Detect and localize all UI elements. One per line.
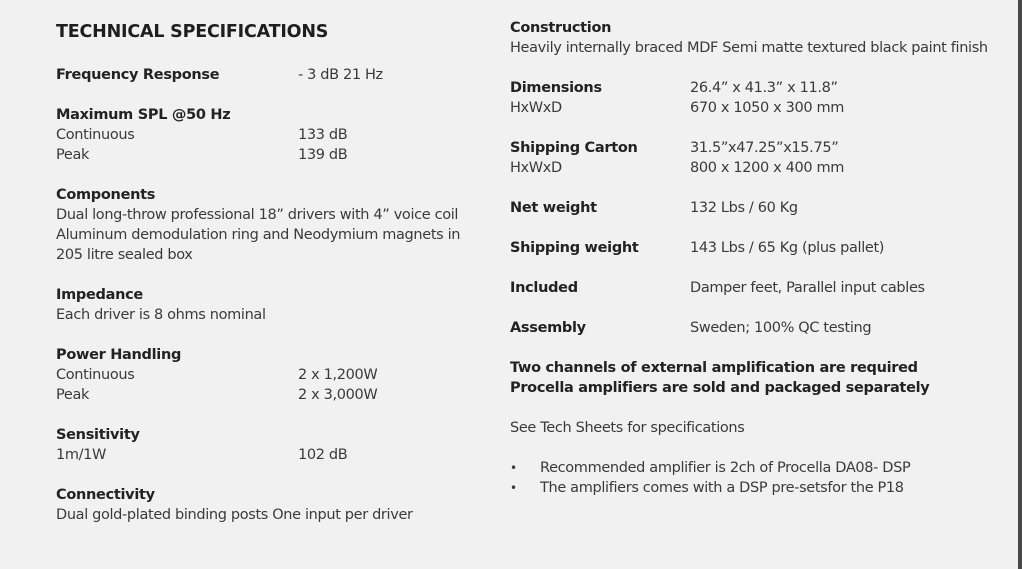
- power-label: Power Handling: [56, 347, 182, 363]
- sensitivity-label: Sensitivity: [56, 427, 140, 443]
- spl-continuous-label: Continuous: [56, 127, 135, 143]
- shipping-carton-value-1: 31.5”x47.25”x15.75”: [690, 140, 839, 156]
- spl-peak-label: Peak: [56, 147, 90, 163]
- dimensions-label: Dimensions: [510, 80, 602, 96]
- dimensions-sub: HxWxD: [510, 100, 562, 116]
- power-continuous-value: 2 x 1,200W: [298, 367, 378, 383]
- connectivity-label: Connectivity: [56, 487, 155, 503]
- dimensions-value-2: 670 x 1050 x 300 mm: [690, 100, 845, 116]
- connectivity-value: Dual gold-plated binding posts One input per driver: [56, 507, 413, 523]
- sensitivity-value: 102 dB: [298, 447, 348, 463]
- included-value: Damper feet, Parallel input cables: [690, 280, 925, 296]
- construction-label: Construction: [510, 20, 612, 36]
- construction-value: Heavily internally braced MDF Semi matte textured black paint finish: [510, 40, 988, 56]
- list-item: The amplifiers comes with a DSP pre-setsfor the P18: [540, 480, 904, 496]
- shipping-weight-value: 143 Lbs / 65 Kg (plus pallet): [690, 240, 885, 256]
- power-peak-value: 2 x 3,000W: [298, 387, 378, 403]
- shipping-carton-label: Shipping Carton: [510, 140, 638, 156]
- impedance-value: Each driver is 8 ohms nominal: [56, 307, 266, 323]
- included-label: Included: [510, 280, 578, 296]
- assembly-value: Sweden; 100% QC testing: [690, 320, 872, 336]
- components-line-3: 205 litre sealed box: [56, 247, 193, 263]
- power-peak-label: Peak: [56, 387, 90, 403]
- amplification-notice-1: Two channels of external amplification are required: [510, 360, 918, 376]
- spl-label: Maximum SPL @50 Hz: [56, 107, 231, 123]
- power-continuous-label: Continuous: [56, 367, 135, 383]
- edge-strip: [1018, 0, 1022, 569]
- assembly-label: Assembly: [510, 320, 586, 336]
- components-line-1: Dual long-throw professional 18” drivers with 4” voice coil: [56, 207, 459, 223]
- spl-peak-value: 139 dB: [298, 147, 348, 163]
- bullet-icon: •: [510, 481, 518, 495]
- net-weight-value: 132 Lbs / 60 Kg: [690, 200, 798, 216]
- components-line-2: Aluminum demodulation ring and Neodymium magnets in: [56, 227, 461, 243]
- see-tech-sheets: See Tech Sheets for specifications: [510, 420, 745, 436]
- components-label: Components: [56, 187, 156, 203]
- list-item: Recommended amplifier is 2ch of Procella DA08- DSP: [540, 460, 911, 476]
- page-title: TECHNICAL SPECIFICATIONS: [56, 22, 329, 42]
- shipping-carton-sub: HxWxD: [510, 160, 562, 176]
- bullet-icon: •: [510, 461, 518, 475]
- frequency-label: Frequency Response: [56, 67, 220, 83]
- shipping-weight-label: Shipping weight: [510, 240, 639, 256]
- impedance-label: Impedance: [56, 287, 143, 303]
- amplification-notice-2: Procella amplifiers are sold and packaged separately: [510, 380, 930, 396]
- dimensions-value-1: 26.4” x 41.3” x 11.8”: [690, 80, 838, 96]
- shipping-carton-value-2: 800 x 1200 x 400 mm: [690, 160, 845, 176]
- frequency-value: - 3 dB 21 Hz: [298, 67, 383, 83]
- spl-continuous-value: 133 dB: [298, 127, 348, 143]
- net-weight-label: Net weight: [510, 200, 597, 216]
- sensitivity-sub: 1m/1W: [56, 447, 107, 463]
